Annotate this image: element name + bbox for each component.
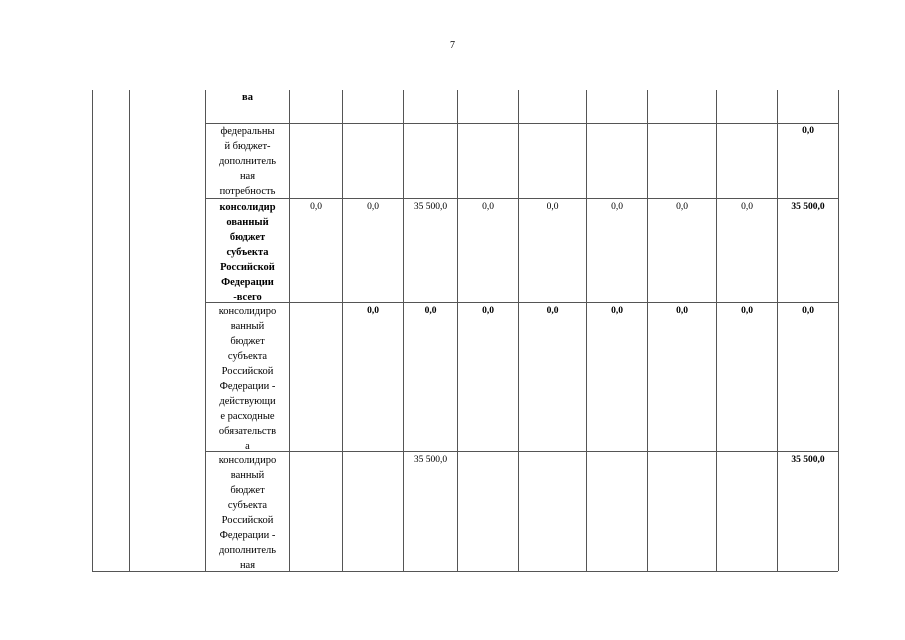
- grid-line: [838, 90, 839, 571]
- grid-line: [586, 90, 587, 571]
- value-cell: 0,0: [611, 202, 623, 212]
- value-cell: 0,0: [676, 202, 688, 212]
- value-cell: 0,0: [482, 202, 494, 212]
- value-cell: 0,0: [676, 306, 688, 316]
- grid-line: [342, 90, 343, 571]
- value-cell: 0,0: [546, 306, 559, 316]
- grid-line: [205, 451, 838, 452]
- value-cell: 35 500,0: [791, 202, 825, 212]
- grid-line: [777, 90, 778, 571]
- value-cell: 0,0: [546, 202, 559, 212]
- value-cell: 0,0: [367, 202, 379, 212]
- grid-line: [129, 90, 130, 571]
- value-cell: 0,0: [482, 306, 494, 316]
- row-label: консолидир ованный бюджет субъекта Российской Федерации -всего: [219, 202, 276, 303]
- grid-line: [457, 90, 458, 571]
- row-label: консолидиро ванный бюджет субъекта Российской Федерации - дополнитель ная: [218, 455, 277, 571]
- value-cell: 0,0: [310, 202, 322, 212]
- grid-line: [92, 571, 838, 572]
- value-cell: 0,0: [741, 306, 753, 316]
- grid-line: [289, 90, 290, 571]
- value-cell: 0,0: [367, 306, 379, 316]
- grid-line: [647, 90, 648, 571]
- value-cell: 0,0: [802, 306, 814, 316]
- value-cell: 0,0: [424, 306, 437, 316]
- value-cell: 0,0: [802, 126, 814, 136]
- grid-line: [205, 198, 838, 199]
- grid-line: [92, 90, 93, 571]
- row-label: консолидиро ванный бюджет субъекта Российской Федерации - действующи е расходные обязательств а: [218, 306, 277, 452]
- value-cell: 0,0: [741, 202, 753, 212]
- row-label: ва: [242, 92, 253, 103]
- grid-line: [205, 123, 838, 124]
- page-number: 7: [450, 40, 455, 51]
- grid-line: [205, 302, 838, 303]
- value-cell: 0,0: [611, 306, 623, 316]
- value-cell: 35 500,0: [791, 455, 825, 465]
- grid-line: [716, 90, 717, 571]
- grid-line: [403, 90, 404, 571]
- value-cell: 35 500,0: [413, 202, 448, 212]
- value-cell: 35 500,0: [413, 455, 448, 465]
- grid-line: [518, 90, 519, 571]
- row-label: федеральны й бюджет- дополнитель ная потребность: [218, 126, 277, 197]
